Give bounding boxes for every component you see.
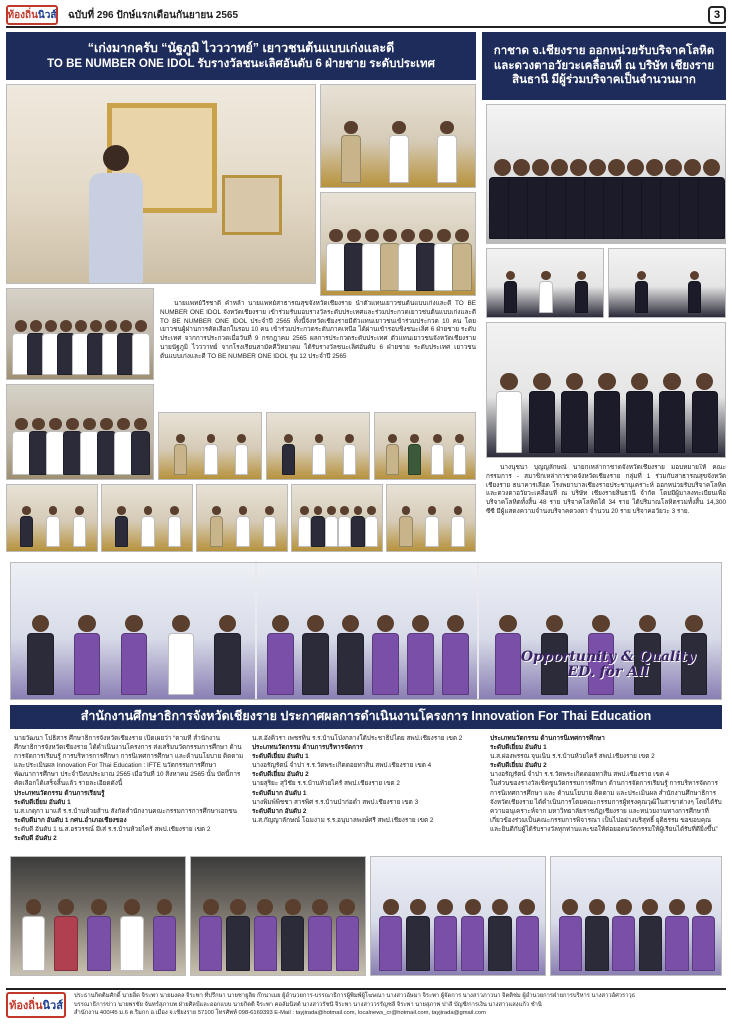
result-line: นางพิมพ์พิชชา สารพิศ ร.ร.บ้านป่าก่อดำ สพป.เชียงราย เขต 3 — [252, 798, 419, 806]
person-figure — [54, 899, 78, 971]
person-figure — [46, 418, 65, 475]
person-figure — [575, 271, 589, 313]
person-figure — [559, 899, 583, 971]
portrait-frame-small — [222, 175, 282, 235]
person-figure — [174, 434, 187, 475]
person-figure — [12, 418, 31, 475]
opportunity-banner — [498, 650, 718, 679]
person-figure — [407, 615, 433, 695]
person-figure — [453, 434, 466, 475]
photo-donation-bed — [486, 322, 726, 458]
person-figure — [120, 899, 144, 971]
person-figure — [389, 121, 409, 183]
person-figure — [406, 899, 430, 971]
person-figure — [27, 615, 53, 695]
photo-officials-1 — [320, 84, 476, 188]
person-figure — [461, 899, 485, 971]
person-figure — [561, 373, 587, 453]
person-figure — [131, 418, 150, 475]
person-figure — [74, 615, 100, 695]
issue-label: ฉบับที่ 296 ปักษ์แรกเดือนกันยายน 2565 — [68, 9, 239, 21]
person-figure — [452, 229, 472, 291]
result-line: ประเภทนวัตกรรม ด้านการบริหารจัดการ — [252, 744, 363, 752]
person-figure — [496, 373, 522, 453]
person-figure — [87, 899, 111, 971]
footer — [6, 988, 726, 1020]
person-figure — [281, 899, 305, 971]
result-line: นายวัฒนา โปธิสาร ศึกษาธิการจังหวัดเชียงราย เปิดเผยว่า “ตามที่ สำนักงานศึกษาธิการจังหวัดเชียงราย ได้ดำเนินงานโครงการ ส่งเสริมนวัตกรรมการศึกษา ด้านการจัดการเรียนรู้ การบริหารการศึกษา การนิเทศการศึกษา และด้านนโยบาย ติดตาม และประเมินผล Innovation For Thai Education : IFTE นวัตกรรมการศึกษา พัฒนาการศึกษา ประจำปีงบประมาณ 2565 เมื่อวันที่ 10 สิงหาคม 2565 นั้น บัดนี้การคัดเลือกได้เสร็จสิ้นแล้ว รายละเอียดดังนี้ — [14, 735, 244, 788]
person-figure — [516, 899, 540, 971]
photo-awards-5 — [190, 856, 366, 976]
result-line: ระดับดีเยี่ยม อันดับ 1 — [14, 798, 71, 806]
photo-award-student — [6, 84, 316, 284]
person-figure — [46, 506, 59, 547]
person-figure — [338, 506, 351, 547]
story1-headline-line1: “เก่งมากครับ “นัฐภูมิ ไวววาทย์” เยาวชนต้นแบบเก่งและดี — [87, 41, 395, 55]
story3-col3 — [490, 734, 722, 846]
story3-col1 — [14, 734, 246, 846]
person-figure — [312, 434, 325, 475]
person-figure — [168, 506, 181, 547]
person-figure — [692, 899, 716, 971]
photo-ceremony-5 — [101, 484, 193, 552]
story1-headline-line2: TO BE NUMBER ONE IDOL รับรางวัลชนะเลิศอันดับ 6 ฝ่ายชาย ระดับประเทศ — [47, 57, 435, 70]
photo-ceremony-4 — [6, 484, 98, 552]
result-line: ระดับดีมาก อันดับ 1 — [252, 789, 307, 797]
person-figure — [199, 899, 223, 971]
footer-line2: บรรณาธิการข่าว นายพรชัย จันทร์สุภาบพ ฝ่ายศิลป์และออกแบบ นายกิตติ จิระพา คอลัมนิสต์ นางสาวรัชนี จิระพา นางสาววรรัญชลี จิระพา นายสุภาพ ปาลี บัญชี/การเงิน นางสาวแสงแก้ว ชำนิ — [74, 1001, 542, 1008]
story2-body-text: นางนุชนา บุญญลักษณ์ นายกเหล่ากาชาดจังหวัดเชียงราย มอบหมายให้ คณะกรรมการ - สมาชิกเหล่ากาชาดจังหวัดเชียงราย กลุ่มที่ 1 ร่วมกับสาธารณสุขจังหวัดเชียงราย ธนาคารเลือด โรงพยาบาลเชียงรายประชานุเคราะห์ ออกหน่วยรับบริจาคโลหิต และดวงตาอวัยวะเคลื่อนที่ ณ บริษัท เชียงรายสินธานี จำกัด โดยมีผู้มาลงทะเบียนเพื่อบริจาคโลหิตทั้งสิ้น 48 ราย บริจาคโลหิตได้ 34 ราย ได้ปริมาณโลหิตรวมทั้งสิ้น 14,300 ซีซี มีผู้แสดงความจำนงบริจาคดวงตา จำนวน 20 ราย บริจาคอวัยวะ 3 ราย. — [486, 464, 726, 516]
person-figure — [308, 899, 332, 971]
story1-body-text: นายแพทย์วีรชาติ คำหล้า นายแพทย์สาธารณสุขจังหวัดเชียงราย นำตัวแทนเยาวชนต้นแบบเก่งและดี TO BE NUMBER ONE IDOL จังหวัดเชียงราย เข้าร่วมรับมอบรางวัลระดับประเทศและร่วมประกวดเยาวชนต้นแบบเก่งและดี TO BE NUMBER ONE IDOL ประจำปี 2565 ทั้งนี้จังหวัดเชียงรายมีตัวแทนเยาวชนเข้าร่วมประกวด 10 คน โดยเยาวชนผู้ผ่านการคัดเลือกในรอบ 10 คน เข้าร่วมประกวดระดับภาคเหนือ ได้ผ่านเข้ารอบชิงชนะเลิศ 6 ฝ่ายชาย ระดับประเทศ จากการประกวดเมื่อวันที่ 9 กรกฎาคม 2565 ผลการประกวดระดับประเทศ ตัวแทนเยาวชนจังหวัดเชียงราย นายนัฐภูมิ ไวววาทย์ จากโรงเรียนสามัคคีวิทยาคม ได้รับรางวัลชนะเลิศอันดับ 6 ฝ่ายชาย ระดับประเทศ เยาวชนต้นแบบเก่งและดี TO BE NUMBER ONE IDOL รุ่น 12 ประจำปี 2565 — [160, 300, 476, 360]
photo-ceremony-6 — [196, 484, 288, 552]
result-line: น.ส.เกตุกา มาแส้ ร.ร.บ้านห้วยส้าน สังกัดสำนักงานคณะกรรมการการศึกษาเอกชน — [14, 807, 237, 815]
result-line: ระดับดีมาก อันดับ 1 กศน.อำเภอเชียงของ — [14, 816, 127, 824]
logo-accent: นิวส์ — [37, 9, 57, 21]
person-figure — [437, 121, 457, 183]
photo-awardees-2 — [257, 563, 477, 699]
page-number: 3 — [708, 6, 726, 24]
story2-body — [486, 464, 726, 556]
story3-col2 — [252, 734, 484, 846]
person-figure — [612, 899, 636, 971]
photo-ceremony-3 — [374, 412, 476, 480]
person-figure — [341, 121, 361, 183]
photo-awards-4 — [10, 856, 186, 976]
photo-awards-6 — [370, 856, 546, 976]
person-figure — [585, 899, 609, 971]
person-figure — [343, 434, 356, 475]
person-figure — [351, 506, 364, 547]
person-figure — [80, 418, 99, 475]
person-figure — [114, 418, 133, 475]
person-figure — [226, 899, 250, 971]
person-figure — [451, 506, 464, 547]
result-line: ระดับดีมาก อันดับ 2 — [252, 807, 307, 815]
photo-meeting-room — [6, 288, 154, 380]
person-figure — [121, 615, 147, 695]
opportunity-banner-line1: Opportunity & Quality — [520, 649, 696, 665]
story1-headline — [6, 32, 476, 80]
photo-donor-2 — [608, 248, 726, 318]
person-figure — [594, 373, 620, 453]
newspaper-logo — [6, 5, 58, 25]
photo-group-2 — [6, 384, 154, 480]
person-figure — [504, 271, 518, 313]
footer-line1: ประธานกิตติมศักดิ์ นายอิ่ด จิระพา นายมงคล จิระพา ที่ปรึกษา นายชายูลิย ก๊กนาเมย ผู้อำนวยการ-บรรณาธิการผู้พิมพ์ผู้โฆษณา นางสาวอัษมา จิระพา ผู้จัดการ นางสาวภาวนา จิตติช่ม ผู้อำนวยการฝ่ายการบริหาร นางสาวอัศวราวุธ — [74, 993, 636, 1000]
person-figure — [282, 434, 295, 475]
person-figure — [73, 506, 86, 547]
result-line: นางอรัญรัตน์ จำปา ร.ร.วัดพระเกิดดอยทาสิน สพป.เชียงราย เขต 4 — [490, 771, 670, 779]
person-figure — [337, 615, 363, 695]
result-line: ในส่วนของรางวัลเชิดชูนวัตกรรมการศึกษา ด้านการจัดการเรียนรู้ การบริหารจัดการ การนิเทศการศึกษา และ ด้านนโยบาย ติดตาม และประเมินผล สำนักงานศึกษาธิการจังหวัดเชียงราย ได้ดำเนินการโดยคณะกรรมการผู้ทรงคุณวุฒิในสาขาต่างๆ โดยได้รับความอนุเคราะห์จาก มหาวิทยาลัยราชภัฏเชียงราย และหน่วยงานทางการศึกษาที่เกี่ยวข้องร่วมเป็นคณะกรรมการพิจารณา เป็นไปอย่างบริสุทธิ์ ยุติธรรม ขอขอบคุณและยินดีกับผู้ได้รับรางวัลทุกท่านและขอให้ต่อยอดนวัตกรรมให้ผู้เรียนได้รับที่ดียิ่งขึ้น” — [490, 780, 722, 833]
person-figure — [698, 159, 724, 239]
person-figure — [425, 506, 438, 547]
person-figure — [365, 506, 378, 547]
person-figure — [210, 506, 223, 547]
person-figure — [692, 373, 718, 453]
person-figure — [325, 506, 338, 547]
person-figure — [665, 899, 689, 971]
footer-logo-text: ท้องถิ่น — [9, 999, 43, 1012]
person-figure — [659, 373, 685, 453]
person-figure — [235, 434, 248, 475]
person-figure — [639, 899, 663, 971]
person-figure — [29, 418, 48, 475]
photo-blood-drive-group — [486, 104, 726, 244]
result-line: ประเภทนวัตกรรม ด้านการเรียนรู้ — [14, 789, 105, 797]
result-line: น.ส.ผ่องพรรณ จุนเนิน ร.ร.บ้านห้วยไคร้ สพป.เชียงราย เขต 2 — [490, 753, 655, 761]
student-figure — [89, 145, 143, 284]
person-figure — [372, 615, 398, 695]
footer-logo — [6, 992, 66, 1018]
person-figure — [442, 615, 468, 695]
photo-ceremony-1 — [158, 412, 262, 480]
person-figure — [153, 899, 177, 971]
result-line: ระดับดีเยี่ยม อันดับ 1 — [490, 744, 547, 752]
result-line: ระดับดีเยี่ยม อันดับ 2 — [490, 762, 547, 770]
person-figure — [302, 615, 328, 695]
photo-awards-7 — [550, 856, 722, 976]
result-line: ระดับดีเยี่ยม อันดับ 2 — [252, 771, 309, 779]
photo-ceremony-2 — [266, 412, 370, 480]
result-line: ระดับดีเยี่ยม อันดับ 1 — [252, 753, 309, 761]
person-figure — [97, 418, 116, 475]
person-figure — [254, 899, 278, 971]
logo-text: ท้องถิ่น — [7, 9, 38, 21]
person-figure — [529, 373, 555, 453]
person-figure — [539, 271, 553, 313]
footer-credits — [74, 992, 635, 1017]
person-figure — [141, 506, 154, 547]
footer-logo-accent: นิวส์ — [42, 999, 63, 1012]
person-figure — [379, 899, 403, 971]
person-figure — [336, 899, 360, 971]
story1-body — [160, 300, 476, 408]
person-figure — [431, 434, 444, 475]
person-figure — [626, 373, 652, 453]
person-figure — [635, 271, 649, 313]
photo-ceremony-7 — [291, 484, 383, 552]
person-figure — [399, 506, 412, 547]
masthead — [6, 4, 726, 28]
result-line: ระดับดี อันดับ 1 น.ส.อรวรรณ์ มีเส่ ร.ร.บ้านห้วยไคร้ สพป.เชียงราย เขต 2 — [14, 825, 211, 833]
result-line: ระดับดี อันดับ 2 — [14, 835, 57, 843]
person-figure — [434, 899, 458, 971]
person-figure — [311, 506, 324, 547]
result-line: นางอรัญรัตน์ จำปา ร.ร.วัดพระเกิดดอยทาสิน สพป.เชียงราย เขต 4 — [252, 762, 432, 770]
person-figure — [408, 434, 421, 475]
person-figure — [204, 434, 217, 475]
photo-donor-1 — [486, 248, 604, 318]
person-figure — [688, 271, 702, 313]
person-figure — [386, 434, 399, 475]
person-figure — [22, 899, 46, 971]
person-figure — [298, 506, 311, 547]
photo-awardees-1 — [11, 563, 255, 699]
photo-group-1 — [320, 192, 476, 296]
person-figure — [168, 615, 194, 695]
opportunity-banner-line2: ED. for All — [567, 663, 649, 680]
result-line: น.ส.กัญญาลักษณ์ โฉมงาม ร.ร.อนุบาลพงษ์ศรี สพป.เชียงราย เขต 2 — [252, 816, 434, 824]
person-figure — [132, 320, 150, 375]
person-figure — [263, 506, 276, 547]
person-figure — [267, 615, 293, 695]
result-line: ประเภทนวัตกรรม ด้านการนิเทศการศึกษา — [490, 735, 605, 742]
person-figure — [488, 899, 512, 971]
person-figure — [20, 506, 33, 547]
photo-ceremony-8 — [386, 484, 476, 552]
person-figure — [236, 506, 249, 547]
story3-headline: สำนักงานศึกษาธิการจังหวัดเชียงราย ประกาศผลการดำเนินงานโครงการ Innovation For Thai Education — [10, 705, 722, 729]
person-figure — [214, 615, 240, 695]
story2-headline: กาชาด จ.เชียงราย ออกหน่วยรับบริจาคโลหิตและดวงตาอวัยวะเคลื่อนที่ ณ บริษัท เชียงรายสินธานี มีผู้ร่วมบริจาคเป็นจำนวนมาก — [482, 32, 726, 100]
person-figure — [115, 506, 128, 547]
footer-line3: สำนักงาน 400/45 ม.6 ต.ริมกก อ.เมือง จ.เชียงราย 57100 โทรศัพท์ 098-6169393 E-Mail : tayjirada@hotmail.com, localnews_cr@hotmail.com, tayjirada@gmail.com — [74, 1010, 486, 1017]
result-line: น.ส.อังคิวรา เพชรทิน ร.ร.บ้านโป่งกลางใต้ประชาธิปไตย สพป.เชียงราย เขต 2 — [252, 735, 463, 742]
result-line: นายสุริยะ สุวิชัย ร.ร.บ้านห้วยไคร้ สพป.เชียงราย เขต 2 — [252, 780, 400, 788]
person-figure — [63, 418, 82, 475]
